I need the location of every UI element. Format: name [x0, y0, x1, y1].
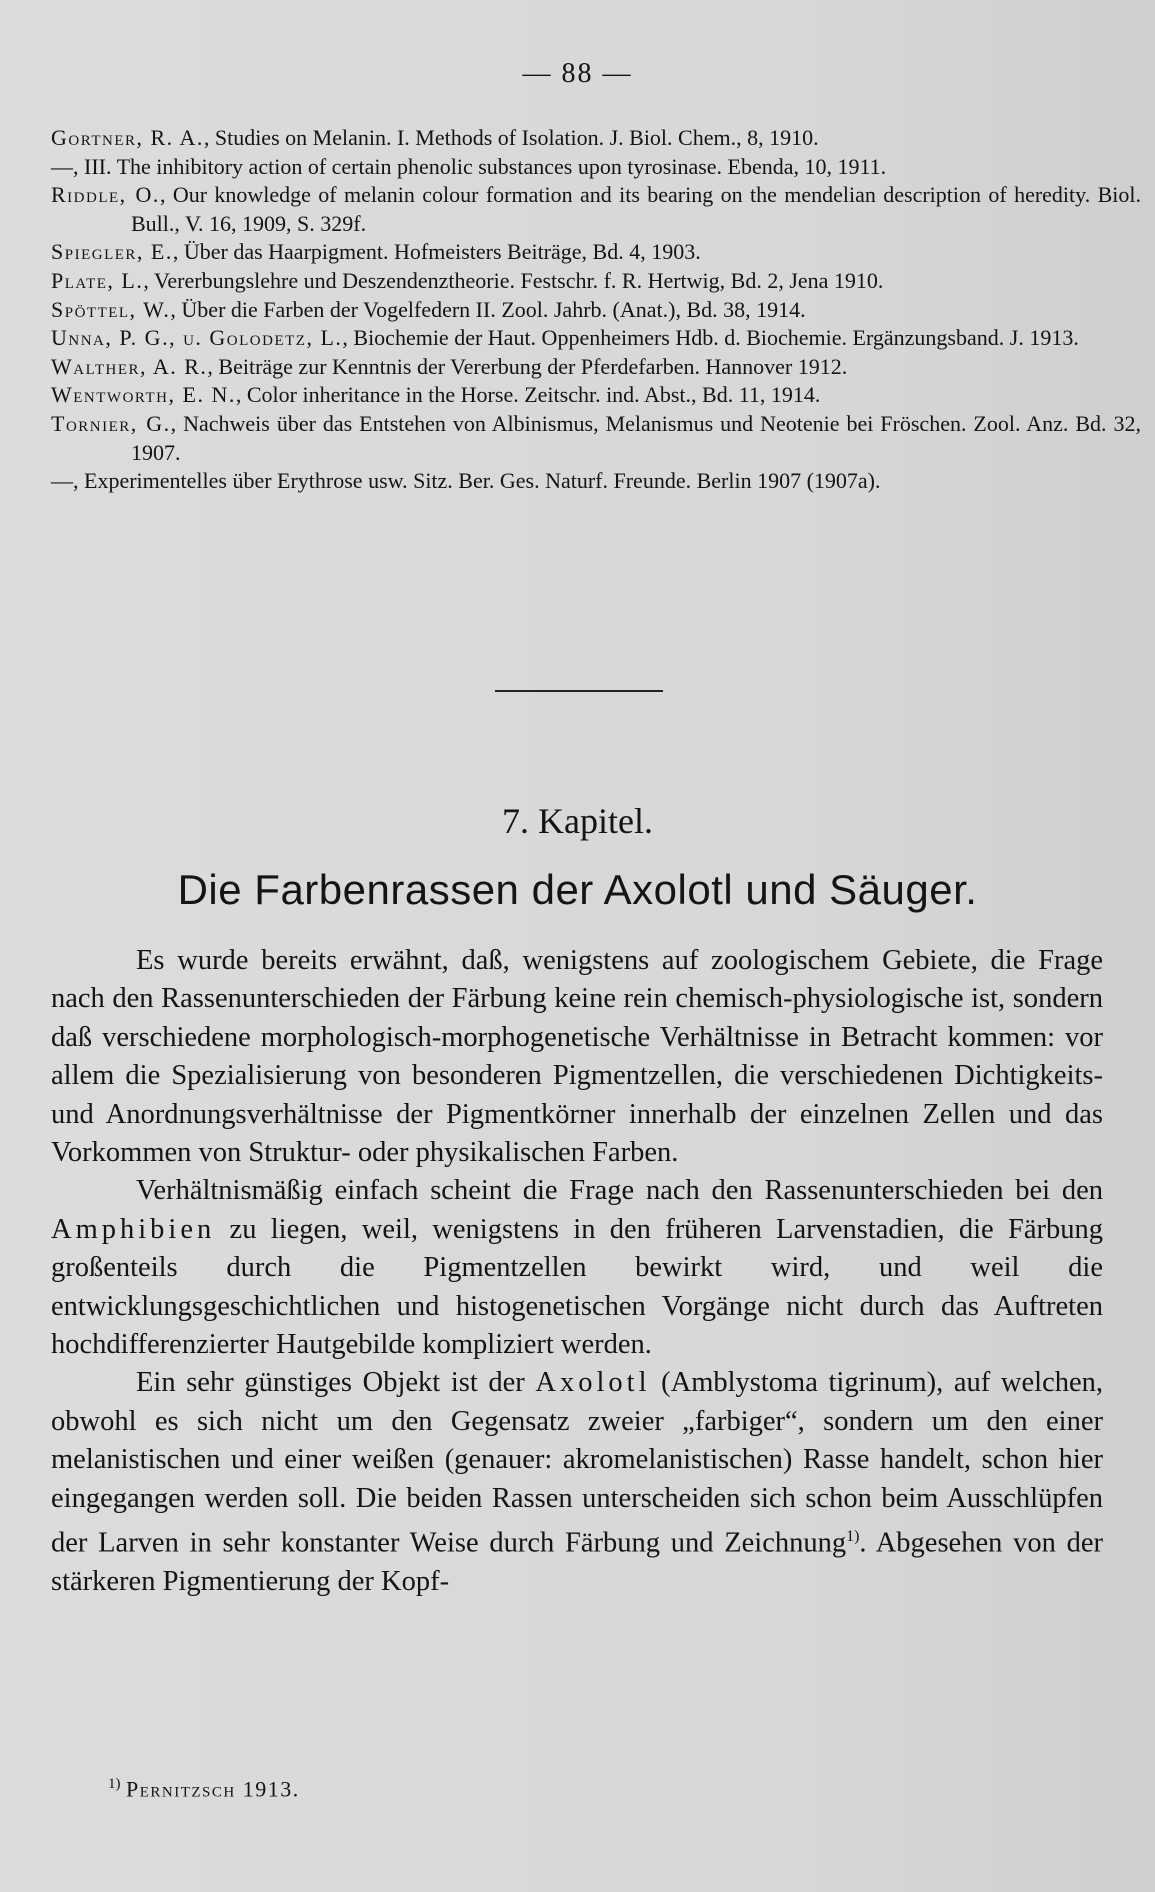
reference-entry — [51, 238, 1141, 267]
page-number: — 88 — — [522, 58, 633, 89]
reference-author: Plate, L. — [51, 267, 144, 293]
chapter-number: 7. Kapitel. — [502, 801, 653, 841]
reference-entry — [51, 296, 1141, 325]
reference-author: Spöttel, W. — [51, 296, 171, 322]
chapter-title: Die Farbenrassen der Axolotl und Säuger. — [177, 866, 978, 913]
reference-text: , Our knowledge of melanin colour formation and its bearing on the mendelian description of heredity. Biol. Bull., V. 16, 1909, S. 329f. — [131, 182, 1142, 236]
reference-author: Wentworth, E. N. — [51, 382, 236, 408]
paragraph-3-text-cont: (Amblystoma tigrinum), auf welchen, obwohl es sich nicht um den Gegensatz zweier „farbiger“, sondern um den einer melanistischen und einer weißen (genauer: akromelanistischen) Rasse handelt, schon hier eingegangen werden soll. Die beiden Rassen unterscheiden sich schon beim Ausschlüpfen der Larven in sehr konstanter Weise durch Färbung und Zeichnung — [51, 1367, 1103, 1559]
reference-text: , Beiträge zur Kenntnis der Vererbung der Pferdefarben. Hannover 1912. — [207, 353, 848, 379]
reference-list — [51, 124, 1141, 496]
reference-author: Walther, A. R. — [51, 353, 208, 379]
reference-text: , Biochemie der Haut. Oppenheimers Hdb. d. Biochemie. Ergänzungsband. J. 1913. — [342, 325, 1079, 351]
reference-author: Gortner, R. A. — [51, 125, 204, 150]
emphasis-amphibien: Amphibien — [51, 1213, 216, 1245]
paragraph-2-text-cont: zu liegen, weil, wenigstens in den früheren Larvenstadien, die Färbung großenteils durch die Pigmentzellen bewirkt wird, und weil die entwicklungsgeschichtlichen und histogenetischen Vorgänge nicht durch das Auftreten hochdifferenzierter Hautgebilde kompliziert werden. — [51, 1213, 1103, 1361]
reference-entry — [51, 267, 1141, 296]
reference-text: , Vererbungslehre und Deszendenztheorie. Festschr. f. R. Hertwig, Bd. 2, Jena 1910. — [143, 267, 884, 293]
reference-entry — [51, 381, 1141, 410]
reference-author: Riddle, O. — [51, 182, 160, 208]
reference-text: , Color inheritance in the Horse. Zeitschr. ind. Abst., Bd. 11, 1914. — [235, 382, 821, 408]
footnote — [108, 1776, 300, 1802]
paragraph-3 — [51, 1364, 1103, 1601]
paragraph-3-text-end: . Abgesehen von der stärkeren Pigmentierung der Kopf- — [51, 1527, 1103, 1597]
emphasis-axolotl: Axolotl — [535, 1367, 651, 1399]
reference-entry — [51, 124, 1141, 153]
reference-entry — [51, 181, 1141, 238]
reference-text: , Nachweis über das Entstehen von Albinismus, Melanismus und Neotenie bei Fröschen. Zool. Anz. Bd. 32, 1907. — [131, 410, 1141, 465]
reference-entry — [51, 153, 1141, 182]
paragraph-2 — [51, 1172, 1103, 1364]
reference-entry — [51, 467, 1141, 496]
reference-text: , Über die Farben der Vogelfedern II. Zool. Jahrb. (Anat.), Bd. 38, 1914. — [170, 296, 806, 322]
reference-text: , Studies on Melanin. I. Methods of Isolation. J. Biol. Chem., 8, 1910. — [203, 125, 819, 150]
reference-entry — [51, 353, 1141, 382]
reference-text: , Über das Haarpigment. Hofmeisters Beiträge, Bd. 4, 1903. — [172, 239, 701, 265]
reference-text: —, III. The inhibitory action of certain phenolic substances upon tyrosinase. Ebenda, 10, 1911. — [51, 153, 887, 179]
footnote-mark: 1) — [108, 1776, 121, 1792]
reference-author: Spiegler, E. — [51, 239, 173, 265]
body-text — [51, 942, 1103, 1601]
reference-author: Tornier, G. — [51, 410, 171, 436]
reference-author: Unna, P. G., u. Golodetz, L. — [51, 325, 343, 351]
paragraph-3-text: Ein sehr günstiges Objekt ist der — [136, 1367, 536, 1399]
section-divider — [495, 690, 663, 692]
paragraph-1: Es wurde bereits erwähnt, daß, wenigstens auf zoologischem Gebiete, die Frage nach den Rassenunterschieden der Färbung keine rein chemisch-physiologische ist, sondern daß verschiedene morphologisch-morphogenetische Verhältnisse in Betracht kommen: vor allem die Spezialisierung von besonderen Pigmentzellen, die verschiedenen Dichtigkeits- und Anordnungsverhältnisse der Pigmentkörner innerhalb der einzelnen Zellen und das Vorkommen von Struktur- oder physikalischen Farben. — [51, 945, 1103, 1169]
reference-text: —, Experimentelles über Erythrose usw. Sitz. Ber. Ges. Naturf. Freunde. Berlin 1907 (1907a). — [51, 468, 881, 494]
paragraph-2-text: Verhältnismäßig einfach scheint die Frage nach den Rassenunterschieden bei den — [136, 1175, 1103, 1207]
reference-entry — [51, 324, 1141, 353]
footnote-reference: 1) — [846, 1528, 860, 1546]
reference-entry — [51, 410, 1141, 467]
footnote-text: Pernitzsch 1913. — [126, 1776, 300, 1802]
